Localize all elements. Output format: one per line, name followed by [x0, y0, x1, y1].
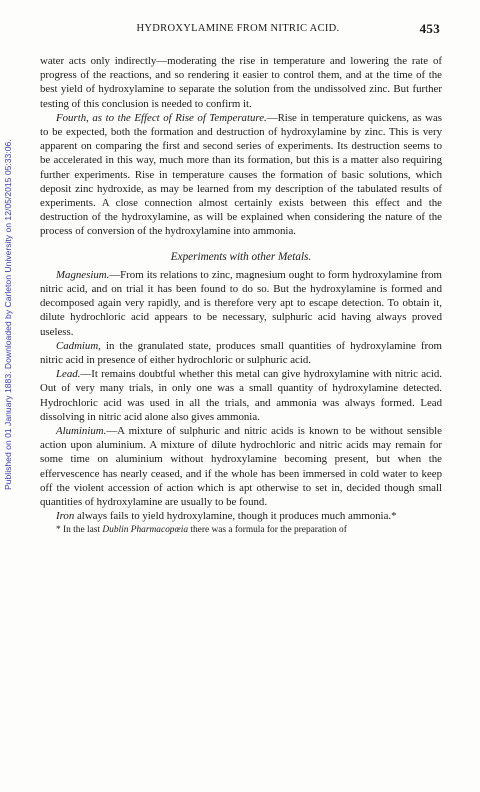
paragraph-lead: Cadmium, [56, 339, 101, 352]
running-header [36, 23, 440, 34]
paragraph-iron [40, 509, 442, 523]
paragraph-text: —A mixture of sulphuric and nitric acids is known to be without sensible action upon aluminium. A mixture of dilute hydrochloric and nitric acids may remain for some time on aluminium without hydroxylamine becoming present, but when the effervescence has nearly ceased, and if the whole has been immersed in cold water to keep off the violent accession of action which is apt otherwise to set in, decided though small quantities of hydroxylamine are usually to be found. [40, 425, 442, 509]
running-title: HYDROXYLAMINE FROM NITRIC ACID. [136, 23, 340, 34]
footnote-prefix: * In the last [56, 524, 103, 535]
paragraph-lead: Iron [56, 510, 75, 523]
paragraph-text: water acts only indirectly—moderating the rise in temperature and lowering the rate of progress of the reactions, and so rendering it easier to control them, and at the time of the best yield of hydroxylamine to separate the solution from the undissolved zinc. But further testing of this conclusion is needed to confirm it. [40, 55, 442, 110]
page-number: 453 [419, 21, 440, 36]
download-stamp-text: Published on 01 January 1883. Downloaded by Carleton University on 12/05/2015 05:33:06. [3, 139, 13, 490]
paragraph-text: always fails to yield hydroxylamine, though it produces much ammonia.* [74, 510, 397, 523]
paragraph-temperature [40, 111, 442, 239]
paragraph-aluminium [40, 424, 442, 509]
footnote-italic: Dublin Pharmacopœia [102, 524, 189, 535]
paragraph-lead: Magnesium. [56, 268, 110, 281]
paragraph-text: —It remains doubtful whether this metal can give hydroxylamine with nitric acid. Out of very many trials, in only one was a small quantity of hydroxylamine detected. Hydrochloric acid was used in all the trials, and ammonia was always formed. Lead dissolving in nitric acid alone also gives ammonia. [40, 368, 442, 423]
page-body [40, 54, 442, 536]
paragraph-text: —From its relations to zinc, magnesium ought to form hydroxylamine from nitric acid, and on trial it has been found to do so. But the hydroxylamine is formed and decomposed again very rapidly, and is therefore very apt to escape detection. To obtain it, dilute hydrochloric acid appears to be necessary, sulphuric acid having always proved useless. [40, 268, 442, 338]
paragraph-continuation [40, 54, 442, 111]
paragraph-text: in the granulated state, produces small quantities of hydroxylamine from nitric acid in presence of either hydrochloric or sulphuric acid. [40, 339, 442, 367]
footnote-suffix: there was a formula for the preparation of [188, 524, 347, 535]
paragraph-lead: Fourth, as to the Effect of Rise of Temperature. [56, 111, 267, 124]
paragraph-lead: Aluminium. [56, 425, 107, 438]
footnote [40, 524, 442, 536]
paragraph-lead: Lead. [56, 368, 81, 381]
paragraph-cadmium [40, 339, 442, 367]
paragraph-magnesium [40, 268, 442, 339]
download-stamp [3, 70, 17, 490]
paragraph-text: —Rise in temperature quickens, as was to be expected, both the formation and destruction of hydroxylamine by zinc. This is very apparent on comparing the first and second series of experiments. Its destruction seems to be accelerated in this way, much more than its formation, but this is a matter also requiring further experiments. Rise in temperature causes the formation of basic solutions, which deposit zinc hydroxide, as may be learned from my description of the tabulated results of experiments. A close connection almost certainly exists between this effect and the destruction of the hydroxylamine, as will be explained when considering the nature of the process of conversion of the hydroxylamine into ammonia. [40, 111, 442, 238]
section-heading: Experiments with other Metals. [170, 250, 312, 263]
paragraph-lead-metal [40, 367, 442, 424]
